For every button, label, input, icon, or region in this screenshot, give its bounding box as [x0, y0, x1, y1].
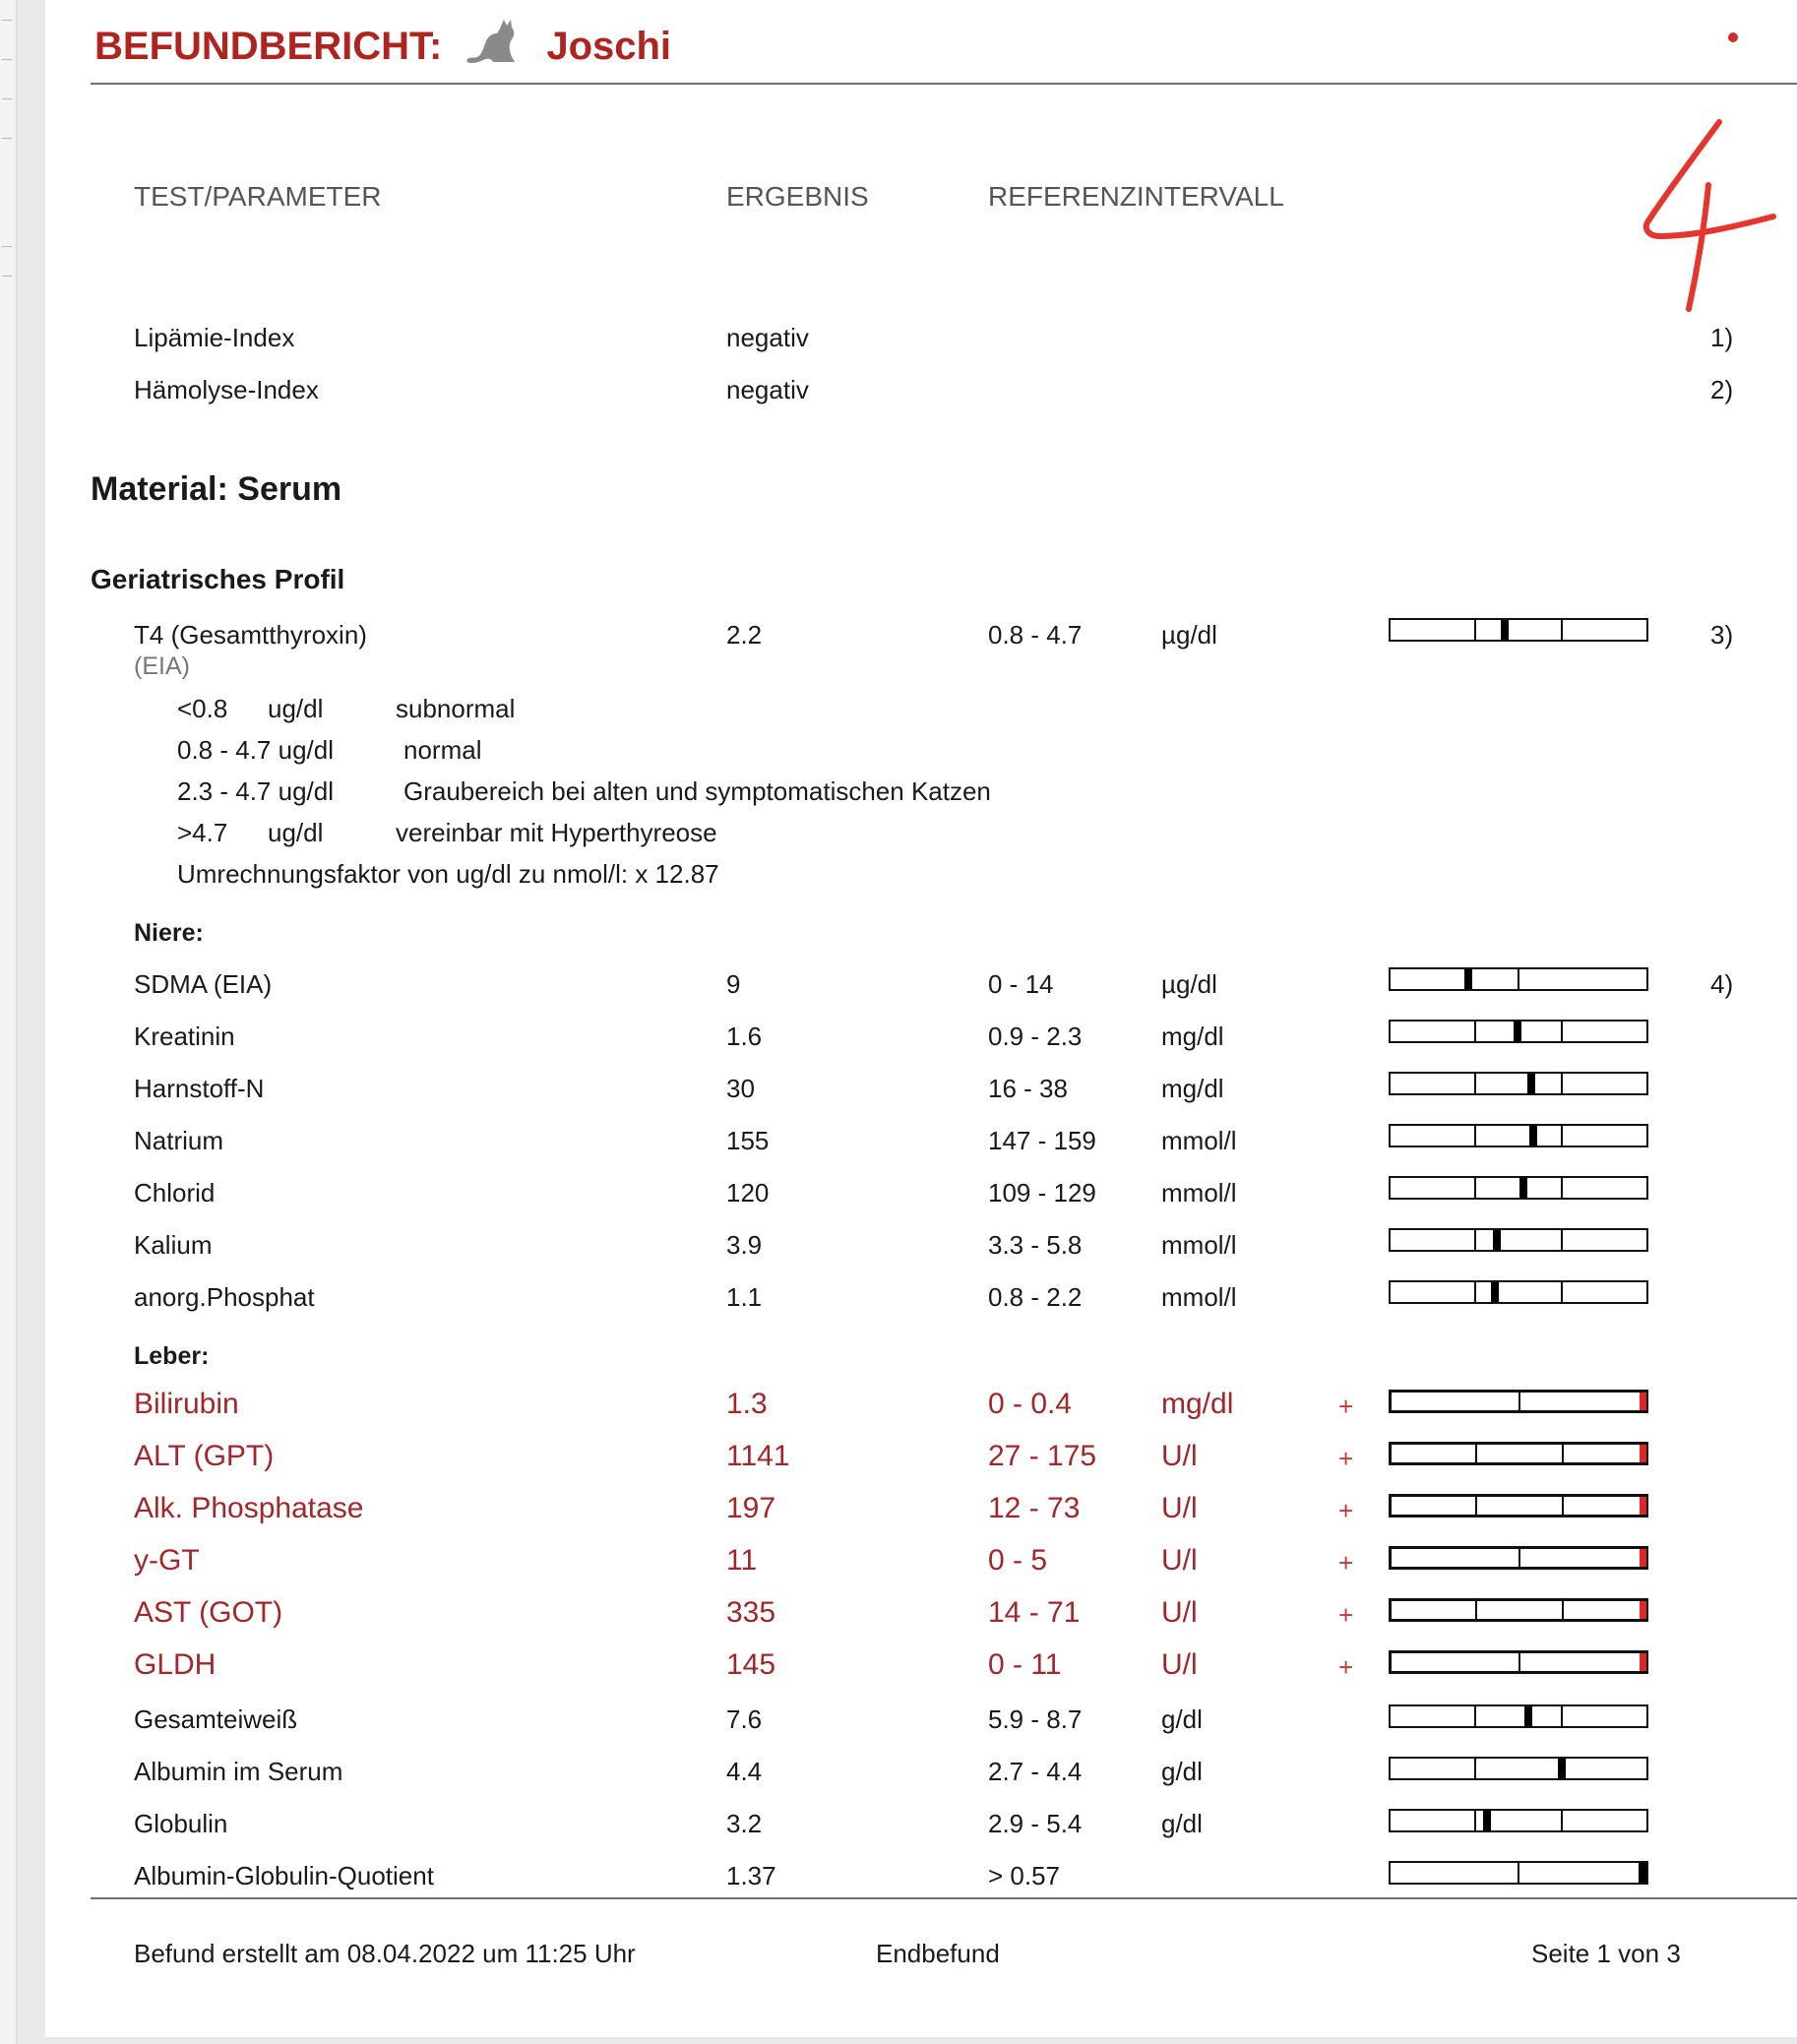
sidebar-mark	[2, 276, 12, 284]
footnote-ref[interactable]: 4)	[1710, 969, 1734, 999]
index-result: negativ	[726, 375, 809, 404]
bar-divider	[1474, 1022, 1476, 1041]
parameter-unit: g/dl	[1161, 1809, 1203, 1838]
range-bar	[1389, 967, 1648, 991]
parameter-result: 1.1	[726, 1282, 763, 1312]
bar-divider	[1474, 1811, 1476, 1830]
parameter-reference: 0 - 0.4	[988, 1388, 1073, 1420]
parameter-result: 9	[726, 969, 741, 999]
parameter-reference: 14 - 71	[988, 1596, 1081, 1629]
column-header-reference: REFERENZINTERVALL	[988, 181, 1284, 212]
parameter-reference: 0 - 11	[988, 1648, 1062, 1681]
parameter-reference: 5.9 - 8.7	[988, 1704, 1083, 1734]
parameter-unit: mmol/l	[1161, 1126, 1237, 1155]
parameter-reference: 147 - 159	[988, 1126, 1096, 1155]
t4-unit: µg/dl	[1161, 620, 1217, 650]
parameter-name: GLDH	[134, 1648, 217, 1681]
column-header-test: TEST/PARAMETER	[134, 181, 382, 212]
parameter-unit: U/l	[1161, 1596, 1198, 1629]
bar-divider	[1518, 1863, 1519, 1883]
parameter-reference: 12 - 73	[988, 1492, 1081, 1524]
parameter-unit: mmol/l	[1161, 1178, 1237, 1208]
bar-divider	[1475, 1497, 1477, 1515]
parameter-unit: mmol/l	[1161, 1230, 1237, 1260]
value-indicator	[1514, 1022, 1521, 1041]
parameter-result: 1.6	[726, 1022, 763, 1051]
value-indicator	[1640, 1601, 1646, 1619]
parameter-name: Globulin	[134, 1809, 228, 1838]
sidebar-mark	[2, 98, 12, 107]
parameter-reference: 27 - 175	[988, 1440, 1097, 1472]
bar-divider	[1561, 1706, 1563, 1726]
bar-divider	[1561, 1022, 1563, 1041]
parameter-result: 30	[726, 1074, 755, 1103]
t4-range-bar	[1389, 618, 1648, 642]
parameter-name: Albumin-Globulin-Quotient	[134, 1861, 434, 1890]
high-flag: +	[1338, 1652, 1354, 1682]
parameter-result: 1141	[726, 1440, 790, 1472]
value-indicator	[1519, 1178, 1527, 1198]
parameter-name: Bilirubin	[134, 1388, 239, 1420]
footnote-ref[interactable]: 1)	[1710, 323, 1734, 352]
index-name: Hämolyse-Index	[134, 375, 319, 404]
sidebar-mark	[2, 20, 12, 29]
high-flag: +	[1338, 1600, 1354, 1630]
report-page	[45, 0, 1797, 2037]
parameter-name: ALT (GPT)	[134, 1440, 275, 1472]
parameter-unit: g/dl	[1161, 1757, 1203, 1786]
bar-divider	[1518, 1549, 1520, 1567]
value-indicator	[1464, 969, 1472, 989]
cat-icon	[464, 14, 527, 79]
range-bar	[1389, 1228, 1648, 1252]
viewer-sidebar[interactable]	[0, 0, 17, 2044]
parameter-reference: 0.8 - 2.2	[988, 1282, 1083, 1312]
parameter-name: Harnstoff-N	[134, 1074, 265, 1103]
range-bar	[1389, 1494, 1648, 1518]
parameter-reference: 0 - 5	[988, 1544, 1048, 1577]
interp-range: 0.8 - 4.7 ug/dl	[177, 735, 334, 765]
bar-divider	[1561, 1178, 1563, 1198]
parameter-result: 1.3	[726, 1388, 768, 1420]
svg-text:4: 4	[1626, 116, 1627, 117]
parameter-name: y-GT	[134, 1544, 200, 1577]
interp-unit: ug/dl	[268, 818, 324, 847]
parameter-name: AST (GOT)	[134, 1596, 283, 1629]
material-heading: Material: Serum	[91, 470, 342, 508]
interp-text: normal	[403, 735, 482, 765]
sidebar-mark	[2, 138, 12, 147]
liver-heading: Leber:	[134, 1342, 210, 1370]
high-flag: +	[1338, 1392, 1354, 1421]
bar-divider	[1518, 969, 1519, 989]
parameter-reference: > 0.57	[988, 1861, 1061, 1890]
footer-divider	[91, 1897, 1797, 1899]
range-bar	[1389, 1176, 1648, 1200]
bar-divider	[1474, 1282, 1476, 1302]
parameter-name: Albumin im Serum	[134, 1757, 343, 1786]
value-indicator	[1640, 1549, 1646, 1567]
report-status: Endbefund	[876, 1939, 1000, 1968]
bar-divider	[1561, 1230, 1563, 1250]
parameter-unit: µg/dl	[1161, 969, 1217, 999]
parameter-unit: U/l	[1161, 1440, 1198, 1472]
interp-text: subnormal	[396, 694, 516, 723]
value-indicator	[1640, 1393, 1646, 1410]
bar-divider	[1474, 1230, 1476, 1250]
conversion-note: Umrechnungsfaktor von ug/dl zu nmol/l: x 12.87	[177, 859, 719, 889]
parameter-reference: 0 - 14	[988, 969, 1054, 999]
parameter-result: 197	[726, 1492, 776, 1524]
value-indicator	[1501, 620, 1509, 640]
interp-text: vereinbar mit Hyperthyreose	[396, 818, 717, 847]
parameter-name: Kalium	[134, 1230, 213, 1260]
t4-reference: 0.8 - 4.7	[988, 620, 1083, 650]
sidebar-mark	[2, 246, 12, 255]
parameter-name: SDMA (EIA)	[134, 969, 273, 999]
parameter-unit: U/l	[1161, 1648, 1198, 1681]
t4-method: (EIA)	[134, 652, 190, 680]
profile-heading: Geriatrisches Profil	[91, 564, 345, 594]
value-indicator	[1483, 1811, 1491, 1830]
index-name: Lipämie-Index	[134, 323, 295, 352]
report-header	[94, 14, 671, 79]
value-indicator	[1558, 1759, 1566, 1778]
value-indicator	[1491, 1282, 1499, 1302]
high-flag: +	[1338, 1548, 1354, 1578]
range-bar	[1389, 1020, 1648, 1043]
bar-divider	[1562, 1497, 1564, 1515]
range-bar	[1389, 1861, 1648, 1885]
parameter-reference: 3.3 - 5.8	[988, 1230, 1083, 1260]
range-bar	[1389, 1650, 1648, 1674]
bar-divider	[1474, 620, 1476, 640]
t4-name: T4 (Gesamtthyroxin)	[134, 620, 367, 650]
range-bar	[1389, 1546, 1648, 1570]
parameter-reference: 16 - 38	[988, 1074, 1068, 1103]
bar-divider	[1561, 1074, 1563, 1093]
bar-divider	[1518, 1653, 1520, 1671]
bar-divider	[1475, 1601, 1477, 1619]
bar-divider	[1474, 1759, 1476, 1778]
value-indicator	[1524, 1706, 1532, 1726]
parameter-name: Alk. Phosphatase	[134, 1492, 364, 1524]
report-title: BEFUNDBERICHT:	[94, 24, 443, 68]
range-bar	[1389, 1280, 1648, 1304]
range-bar	[1389, 1598, 1648, 1622]
bar-divider	[1561, 1126, 1563, 1146]
value-indicator	[1639, 1863, 1646, 1883]
sidebar-mark	[2, 59, 12, 68]
range-bar	[1389, 1757, 1648, 1780]
page-number: Seite 1 von 3	[1531, 1939, 1681, 1968]
bar-divider	[1518, 1393, 1520, 1410]
parameter-reference: 109 - 129	[988, 1178, 1096, 1208]
bar-divider	[1561, 1282, 1563, 1302]
bar-divider	[1475, 1445, 1477, 1462]
value-indicator	[1527, 1074, 1535, 1093]
bar-divider	[1474, 1074, 1476, 1093]
bar-divider	[1562, 1445, 1564, 1462]
high-flag: +	[1338, 1496, 1354, 1525]
bar-divider	[1561, 620, 1563, 640]
interp-range: <0.8	[177, 694, 228, 723]
header-divider	[91, 83, 1797, 85]
column-header-result: ERGEBNIS	[726, 181, 869, 212]
parameter-unit: mg/dl	[1161, 1388, 1234, 1420]
parameter-unit: g/dl	[1161, 1704, 1203, 1734]
t4-result: 2.2	[726, 620, 763, 650]
interp-range: >4.7	[177, 818, 228, 847]
bar-divider	[1562, 1601, 1564, 1619]
range-bar	[1389, 1442, 1648, 1465]
high-flag: +	[1338, 1444, 1354, 1473]
parameter-reference: 2.9 - 5.4	[988, 1809, 1083, 1838]
parameter-unit: mg/dl	[1161, 1074, 1224, 1103]
index-result: negativ	[726, 323, 809, 352]
parameter-result: 4.4	[726, 1757, 763, 1786]
range-bar	[1389, 1072, 1648, 1095]
range-bar	[1389, 1124, 1648, 1147]
parameter-result: 155	[726, 1126, 770, 1155]
parameter-result: 335	[726, 1596, 776, 1629]
parameter-name: Chlorid	[134, 1178, 216, 1208]
parameter-result: 1.37	[726, 1861, 776, 1890]
footnote-ref[interactable]: 3)	[1710, 620, 1734, 650]
bar-divider	[1474, 1178, 1476, 1198]
parameter-name: Natrium	[134, 1126, 224, 1155]
bar-divider	[1474, 1706, 1476, 1726]
parameter-result: 7.6	[726, 1704, 763, 1734]
bar-divider	[1561, 1811, 1563, 1830]
parameter-unit: mmol/l	[1161, 1282, 1237, 1312]
value-indicator	[1640, 1653, 1646, 1671]
patient-name: Joschi	[546, 24, 672, 68]
range-bar	[1389, 1809, 1648, 1832]
bar-divider	[1474, 1126, 1476, 1146]
footnote-ref[interactable]: 2)	[1710, 375, 1734, 404]
parameter-unit: mg/dl	[1161, 1022, 1224, 1051]
parameter-result: 3.9	[726, 1230, 763, 1260]
interp-unit: ug/dl	[268, 694, 324, 723]
value-indicator	[1493, 1230, 1501, 1250]
parameter-unit: U/l	[1161, 1492, 1198, 1524]
value-indicator	[1640, 1497, 1646, 1515]
range-bar	[1389, 1704, 1648, 1728]
parameter-result: 145	[726, 1648, 776, 1681]
parameter-unit: U/l	[1161, 1544, 1198, 1577]
parameter-name: Gesamteiweiß	[134, 1704, 298, 1734]
interp-text: Graubereich bei alten und symptomatischen Katzen	[403, 776, 991, 806]
parameter-name: Kreatinin	[134, 1022, 235, 1051]
parameter-reference: 0.9 - 2.3	[988, 1022, 1083, 1051]
parameter-result: 3.2	[726, 1809, 763, 1838]
kidney-heading: Niere:	[134, 919, 204, 947]
value-indicator	[1640, 1445, 1646, 1462]
parameter-result: 11	[726, 1544, 758, 1577]
interp-range: 2.3 - 4.7 ug/dl	[177, 776, 334, 806]
parameter-reference: 2.7 - 4.4	[988, 1757, 1083, 1786]
value-indicator	[1529, 1126, 1537, 1146]
report-created: Befund erstellt am 08.04.2022 um 11:25 Uhr	[134, 1939, 636, 1968]
handwritten-note	[1626, 116, 1793, 323]
parameter-name: anorg.Phosphat	[134, 1282, 315, 1312]
parameter-result: 120	[726, 1178, 770, 1208]
status-dot	[1728, 32, 1738, 42]
range-bar	[1389, 1390, 1648, 1413]
